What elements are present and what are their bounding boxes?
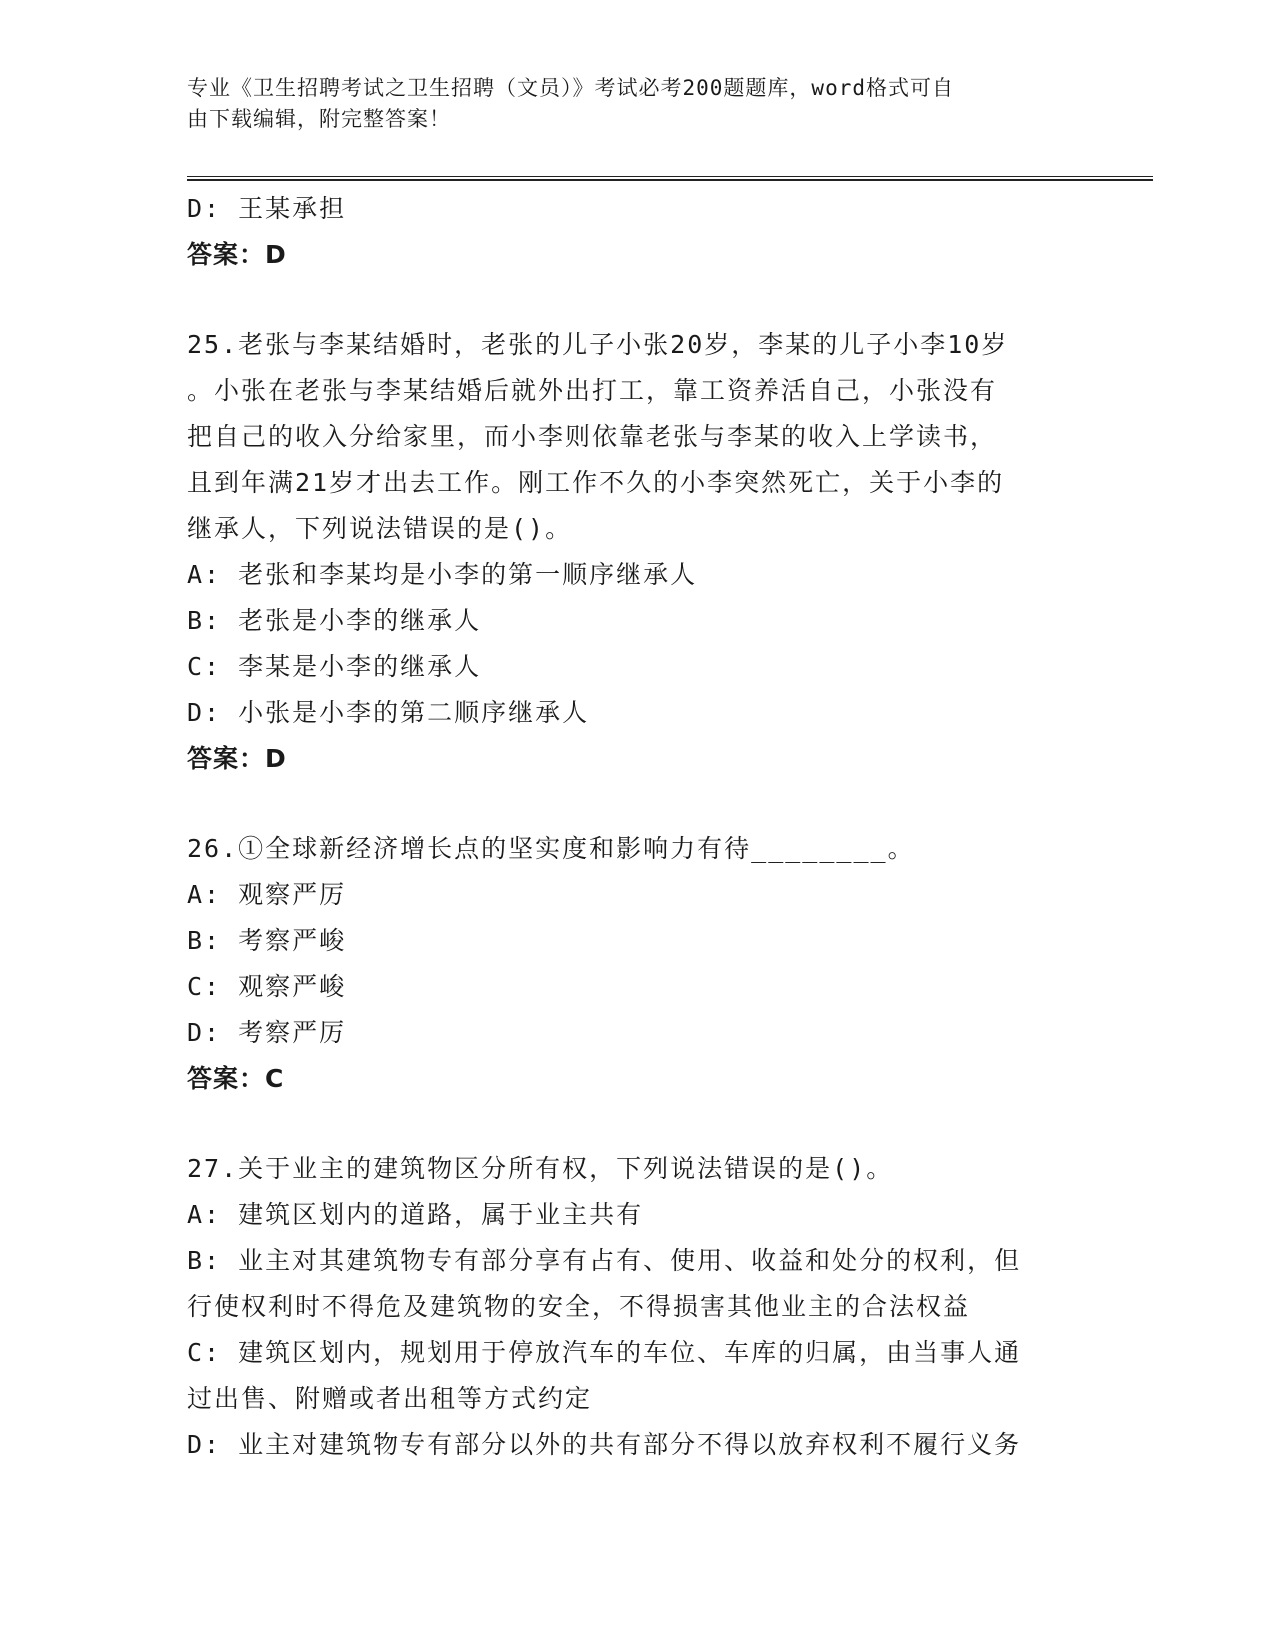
question-27-option-b-line-2: 行使权利时不得危及建筑物的安全，不得损害其他业主的合法权益 — [187, 1292, 971, 1321]
question-25-line-2: 。小张在老张与李某结婚后就外出打工，靠工资养活自己，小张没有 — [187, 376, 998, 405]
question-27-option-c-line-2: 过出售、附赠或者出租等方式约定 — [187, 1384, 593, 1413]
question-27 — [187, 1146, 1067, 1468]
prev-option-d: D: 王某承担 — [187, 194, 347, 223]
question-25-line-4: 且到年满21岁才出去工作。刚工作不久的小李突然死亡，关于小李的 — [187, 468, 1005, 497]
document-header — [187, 73, 1047, 135]
prev-answer: 答案：D — [187, 240, 287, 269]
question-25-option-c: C: 李某是小李的继承人 — [187, 652, 482, 681]
question-26-option-a: A: 观察严厉 — [187, 880, 347, 909]
question-26-option-c: C: 观察严峻 — [187, 972, 347, 1001]
question-27-option-b-line-1: B: 业主对其建筑物专有部分享有占有、使用、收益和处分的权利，但 — [187, 1246, 1022, 1275]
question-26-answer: 答案：C — [187, 1064, 285, 1093]
question-25-option-a: A: 老张和李某均是小李的第一顺序继承人 — [187, 560, 698, 589]
question-25 — [187, 322, 1067, 782]
question-25-line-3: 把自己的收入分给家里，而小李则依靠老张与李某的收入上学读书， — [187, 422, 998, 451]
header-line-1: 专业《卫生招聘考试之卫生招聘（文员）》考试必考200题题库，word格式可自 — [187, 76, 954, 100]
question-26-line-1: 26.①全球新经济增长点的坚实度和影响力有待________。 — [187, 834, 915, 863]
question-26-option-b: B: 考察严峻 — [187, 926, 347, 955]
question-25-line-1: 25.老张与李某结婚时，老张的儿子小张20岁，李某的儿子小李10岁 — [187, 330, 1009, 359]
document-body — [187, 186, 1067, 1468]
question-27-line-1: 27.关于业主的建筑物区分所有权，下列说法错误的是()。 — [187, 1154, 894, 1183]
question-26-option-d: D: 考察严厉 — [187, 1018, 347, 1047]
header-line-2: 由下载编辑，附完整答案！ — [187, 107, 451, 131]
question-26 — [187, 826, 1067, 1102]
header-divider — [187, 176, 1153, 181]
question-27-option-d: D: 业主对建筑物专有部分以外的共有部分不得以放弃权利不履行义务 — [187, 1430, 1022, 1459]
question-27-option-a: A: 建筑区划内的道路，属于业主共有 — [187, 1200, 644, 1229]
question-25-option-b: B: 老张是小李的继承人 — [187, 606, 482, 635]
question-25-line-5: 继承人，下列说法错误的是()。 — [187, 514, 573, 543]
question-25-option-d: D: 小张是小李的第二顺序继承人 — [187, 698, 590, 727]
question-25-answer: 答案：D — [187, 744, 287, 773]
question-27-option-c-line-1: C: 建筑区划内，规划用于停放汽车的车位、车库的归属，由当事人通 — [187, 1338, 1022, 1367]
